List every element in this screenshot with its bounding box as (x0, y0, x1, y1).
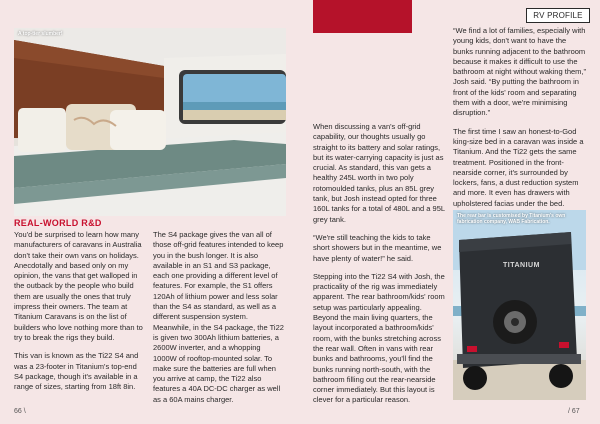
paragraph: “We're still teaching the kids to take short showers but in the meantime, we have plenty of water!” he said. (313, 232, 442, 263)
titanium-badge: TITANIUM (503, 262, 540, 269)
rv-photo-caption: The rear bar is customised by Titanium's own fabrication company, WAB Fabrication. (457, 213, 566, 225)
article-column-4 (453, 26, 587, 217)
paragraph: “We find a lot of families, especially with young kids, don't want to have the bunks running adjacent to the bathroom because it makes it difficult to use the bathroom at night without waking them,” Josh said. “By putting the bathroom in front of the kids' room and separating them with a door, we're minimising disruption.” (453, 26, 586, 118)
bed-photo-caption: A top-tier slumber! (18, 31, 63, 37)
paragraph: The first time I saw an honest-to-God king-size bed in a caravan was inside a Titanium. And the Ti22 gets the same treatment. Positioned in the front-nearside corner, it's surrounded by lockers, fans, a dust reduction system and more. It even has drawers with upholstered facias under the bed. (453, 126, 584, 208)
section-tag: RV PROFILE (526, 8, 590, 23)
article-column-1 (14, 230, 144, 400)
bed-photo (14, 28, 286, 216)
paragraph: The S4 package gives the van all of those off-grid features intended to keep you in the bush longer. It is also available in an S1 and S3 package, each one providing a different level of features. For example, the S1 offers 120Ah of lithium power and less solar than the S4 as standard, as well as a different suspension system. Meanwhile, in the S4 package, the Ti22 is given two 300Ah lithium batteries, a 2600W inverter, and a whopping 1000W of rooftop-mounted solar. To make sure the batteries are full when you arrive at camp, the Ti22 also features a 40A DC-DC charger as well as a 60A mains charger. (153, 230, 284, 404)
article-column-2 (153, 230, 285, 413)
page-number-right: / 67 (568, 408, 580, 415)
caravan-rear-illustration (453, 210, 586, 400)
red-accent-block (313, 0, 412, 33)
paragraph: This van is known as the Ti22 S4 and was a 23-footer in Titanium's top-end S4 package, though it's available in a range of sizes, starting from 18ft 8in. (14, 351, 139, 392)
article-column-3 (313, 122, 445, 414)
bed-photo-illustration (14, 28, 286, 216)
paragraph: When discussing a van's off-grid capability, our thoughts usually go straight to its battery and solar ratings, but its water-carrying capacity is just as crucial. As standard, this van gets a healthy 245L worth in two poly rotomoulded tanks, plus an 85L grey tank, but Josh instead opted for three 160L tanks for a total of 480L and a 95L grey tank. (313, 122, 445, 224)
section-heading: REAL-WORLD R&D (14, 218, 102, 228)
paragraph: You'd be surprised to learn how many manufacturers of caravans in Australia don't take their own vans on holidays. Anecdotally and based only on my opinion, the vans that get walloped in the outback by the people who build them are usually the ones that truly impress their owners. The team at Titanium Caravans is on the list of builders who love nothing more than to try to break the rigs they build. (14, 230, 143, 342)
paragraph: Stepping into the Ti22 S4 with Josh, the practicality of the rig was immediately apparent. The rear bathroom/kids' room setup was particularly appealing. Beyond the main living quarters, the layout incorporated a bathroom/kids' room, with the bunks stretching across the rear wall. Often in vans with rear bunks and bathrooms, you'll find the bunks running north-south, with the bathroom filling out the rear-nearside corner immediately. But this layout is clever for a particular reason. (313, 271, 445, 405)
page-number-left: 66 \ (14, 408, 26, 415)
caravan-rear-photo (453, 210, 586, 400)
